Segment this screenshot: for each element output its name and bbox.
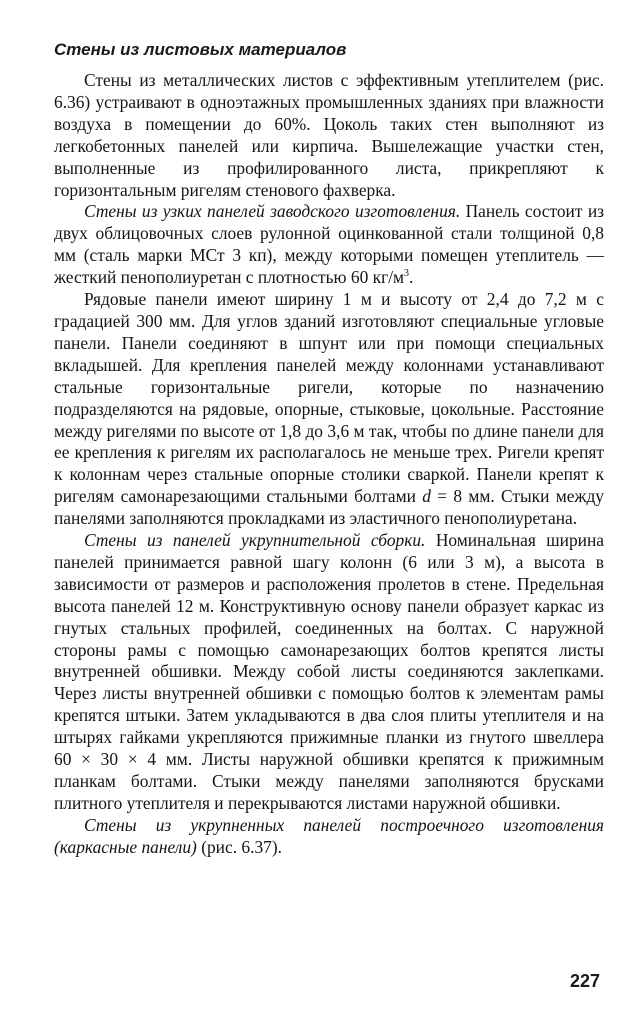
paragraph-3-variable: d — [422, 486, 431, 507]
paragraph-3 — [54, 289, 604, 530]
paragraph-5-title: Стены из укрупненных панелей построечного изготовления (каркасные панели) — [54, 814, 604, 857]
paragraph-5-body: (рис. 6.37). — [196, 836, 282, 857]
paragraph-2 — [54, 201, 604, 289]
body-text — [54, 70, 604, 859]
section-heading: Стены из листовых материалов — [54, 40, 347, 59]
paragraph-2-body: Панель состоит из двух облицовочных слоев рулонной оцинкованной стали толщиной 0,8 мм (сталь марки МСт 3 кп), между которыми помещен утеплитель — жесткий пенополиуретан с плотностью 60 кг/м — [54, 201, 604, 288]
paragraph-2-end: . — [409, 267, 414, 288]
paragraph-4 — [54, 530, 604, 815]
paragraph-4-title: Стены из панелей укрупнительной сборки. — [84, 530, 426, 551]
paragraph-4-body: Номинальная ширина панелей принимается равной шагу колонн (6 или 3 м), а высота в зависимости от размеров и расположения пролетов в стене. Предельная высота панелей 12 м. Конструктивную основу панели образует каркас из гнутых стальных профилей, соединенных на болтах. С наружной стороны рамы с помощью самонарезающих болтов крепятся листы внутренней обшивки. Между собой листы соединяются заклепками. Через листы внутренней обшивки с помощью болтов к элементам рамы крепятся штыки. Затем укладываются в два слоя плиты утеплителя и на штырях гайками укрепляются прижимные планки из гнутого швеллера 60 × 30 × 4 мм. Листы наружной обшивки крепятся к прижимным планкам болтами. Стыки между панелями заполняются брусками плитного утеплителя и перекрываются листами наружной обшивки. — [54, 530, 605, 813]
paragraph-5 — [54, 815, 604, 859]
paragraph-2-title: Стены из узких панелей заводского изготовления. — [84, 201, 461, 222]
paragraph-1: Стены из металлических листов с эффективным утеплителем (рис. 6.36) устраивают в одноэтажных промышленных зданиях при влажности воздуха в помещении до 60%. Цоколь таких стен выполняют из легкобетонных панелей или кирпича. Вышележащие участки стен, выполненные из профилированного листа, прикрепляют к горизонтальным ригелям стенового фахверка. — [54, 70, 604, 200]
paragraph-3-text-b: = 8 мм. Стыки между панелями заполняются прокладками из эластичного пенополиуретана. — [54, 486, 604, 529]
paragraph-2-superscript: 3 — [404, 268, 410, 280]
page-number: 227 — [569, 971, 600, 991]
paragraph-3-text-a: Рядовые панели имеют ширину 1 м и высоту от 2,4 до 7,2 м с градацией 300 мм. Для углов зданий изготовляют специальные угловые панели. Панели соединяют в шпунт или при помощи специальных вкладышей. Для крепления панелей между колоннами устанавливают стальные горизонтальные ригели, которые по назначению подразделяются на рядовые, опорные, стыковые, цокольные. Расстояние между ригелями по высоте от 1,8 до 3,6 м так, чтобы по длине панели для ее крепления к ригелям их располагалось не меньше трех. Ригели крепят к колоннам через стальные опорные столики сваркой. Панели крепят к ригелям самонарезающими стальными болтами — [54, 289, 604, 507]
